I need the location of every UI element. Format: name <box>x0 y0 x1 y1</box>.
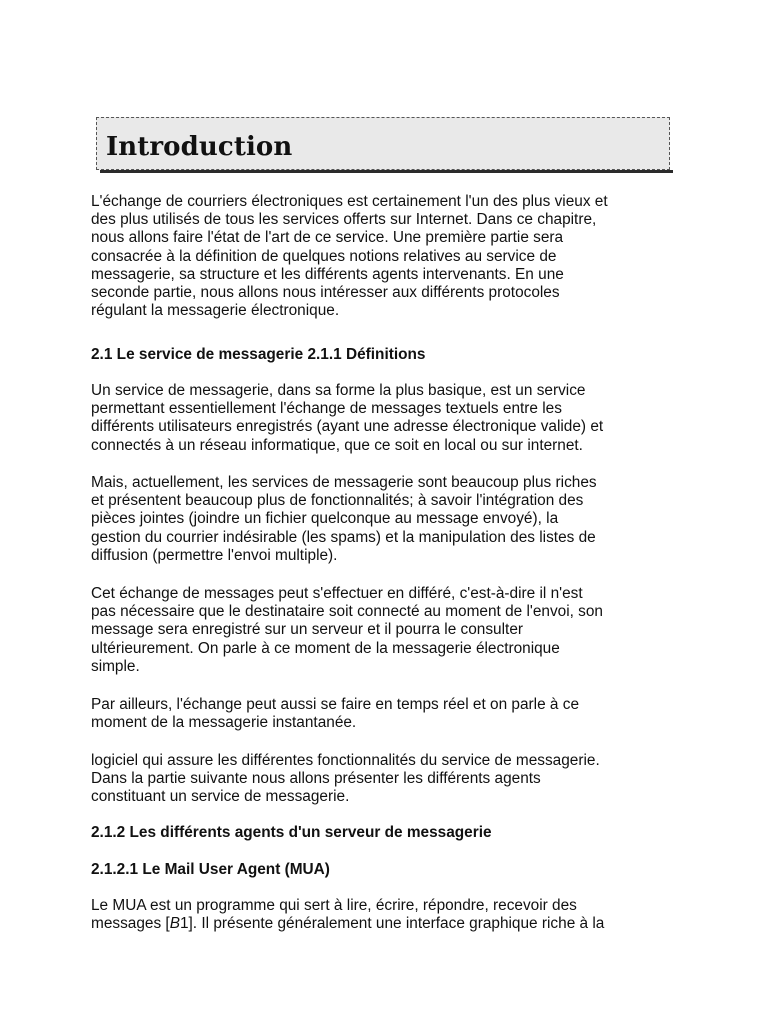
paragraph-line: des plus utilisés de tous les services offerts sur Internet. Dans ce chapitre, <box>91 211 597 229</box>
paragraph-line: et présentent beaucoup plus de fonctionnalités; à savoir l'intégration des <box>91 492 584 510</box>
paragraph-line: gestion du courrier indésirable (les spams) et la manipulation des listes de <box>91 528 596 546</box>
paragraph-line: connectés à un réseau informatique, que ce soit en local ou sur internet. <box>91 436 583 454</box>
paragraph-line: moment de la messagerie instantanée. <box>91 714 357 732</box>
paragraph-line <box>91 915 691 933</box>
paragraph-line: ultérieurement. On parle à ce moment de la messagerie électronique <box>91 639 560 657</box>
section-heading-2-1-2: 2.1.2 Les différents agents d'un serveur de messagerie <box>91 824 492 841</box>
paragraph-line: Mais, actuellement, les services de messagerie sont beaucoup plus riches <box>91 474 597 491</box>
paragraph-line: messagerie, sa structure et les différents agents intervenants. En une <box>91 265 564 283</box>
paragraph-line: Un service de messagerie, dans sa forme la plus basique, est un service <box>91 382 586 399</box>
paragraph-line: seconde partie, nous allons nous intéresser aux différents protocoles <box>91 283 560 301</box>
paragraph-line: Le MUA est un programme qui sert à lire, écrire, répondre, recevoir des <box>91 897 577 914</box>
paragraph-line: nous allons faire l'état de l'art de ce service. Une première partie sera <box>91 229 564 247</box>
paragraph-instant <box>91 696 691 732</box>
page-title: Introduction <box>106 132 293 162</box>
paragraph-line: consacrée à la définition de quelques notions relatives au service de <box>91 247 557 265</box>
section-heading-2-1: 2.1 Le service de messagerie 2.1.1 Définitions <box>91 346 426 363</box>
paragraph-line: simple. <box>91 657 140 675</box>
paragraph-line: régulant la messagerie électronique. <box>91 302 340 320</box>
paragraph-line: pièces jointes (joindre un fichier quelconque au message envoyé), la <box>91 510 559 528</box>
intro-paragraph <box>91 193 691 320</box>
paragraph-line: Par ailleurs, l'échange peut aussi se faire en temps réel et on parle à ce <box>91 696 580 713</box>
paragraph-line: différents utilisateurs enregistrés (ayant une adresse électronique valide) et <box>91 418 604 436</box>
text-run: messages [ <box>91 915 170 933</box>
paragraph-line: logiciel qui assure les différentes fonctionnalités du service de messagerie. <box>91 752 600 769</box>
paragraph-features <box>91 474 691 565</box>
paragraph-deferred <box>91 585 691 676</box>
section-heading-2-1-2-1: 2.1.2.1 Le Mail User Agent (MUA) <box>91 861 330 878</box>
paragraph-software <box>91 752 691 807</box>
paragraph-line: Dans la partie suivante nous allons présenter les différents agents <box>91 770 541 788</box>
paragraph-line: message sera enregistré sur un serveur et il pourra le consulter <box>91 621 523 639</box>
paragraph-line: Cet échange de messages peut s'effectuer en différé, c'est-à-dire il n'est <box>91 585 583 602</box>
paragraph-line: L'échange de courriers électroniques est certainement l'un des plus vieux et <box>91 193 608 210</box>
text-run: 1]. Il présente généralement une interface graphique riche à la <box>179 915 605 933</box>
paragraph-line: constituant un service de messagerie. <box>91 788 350 806</box>
paragraph-mua <box>91 897 691 933</box>
paragraph-line: pas nécessaire que le destinataire soit connecté au moment de l'envoi, son <box>91 603 603 621</box>
title-box <box>96 117 670 170</box>
citation-italic: B <box>169 915 180 933</box>
paragraph-line: diffusion (permettre l'envoi multiple). <box>91 546 338 564</box>
paragraph-line: permettant essentiellement l'échange de messages textuels entre les <box>91 400 562 418</box>
paragraph-definition <box>91 382 691 455</box>
